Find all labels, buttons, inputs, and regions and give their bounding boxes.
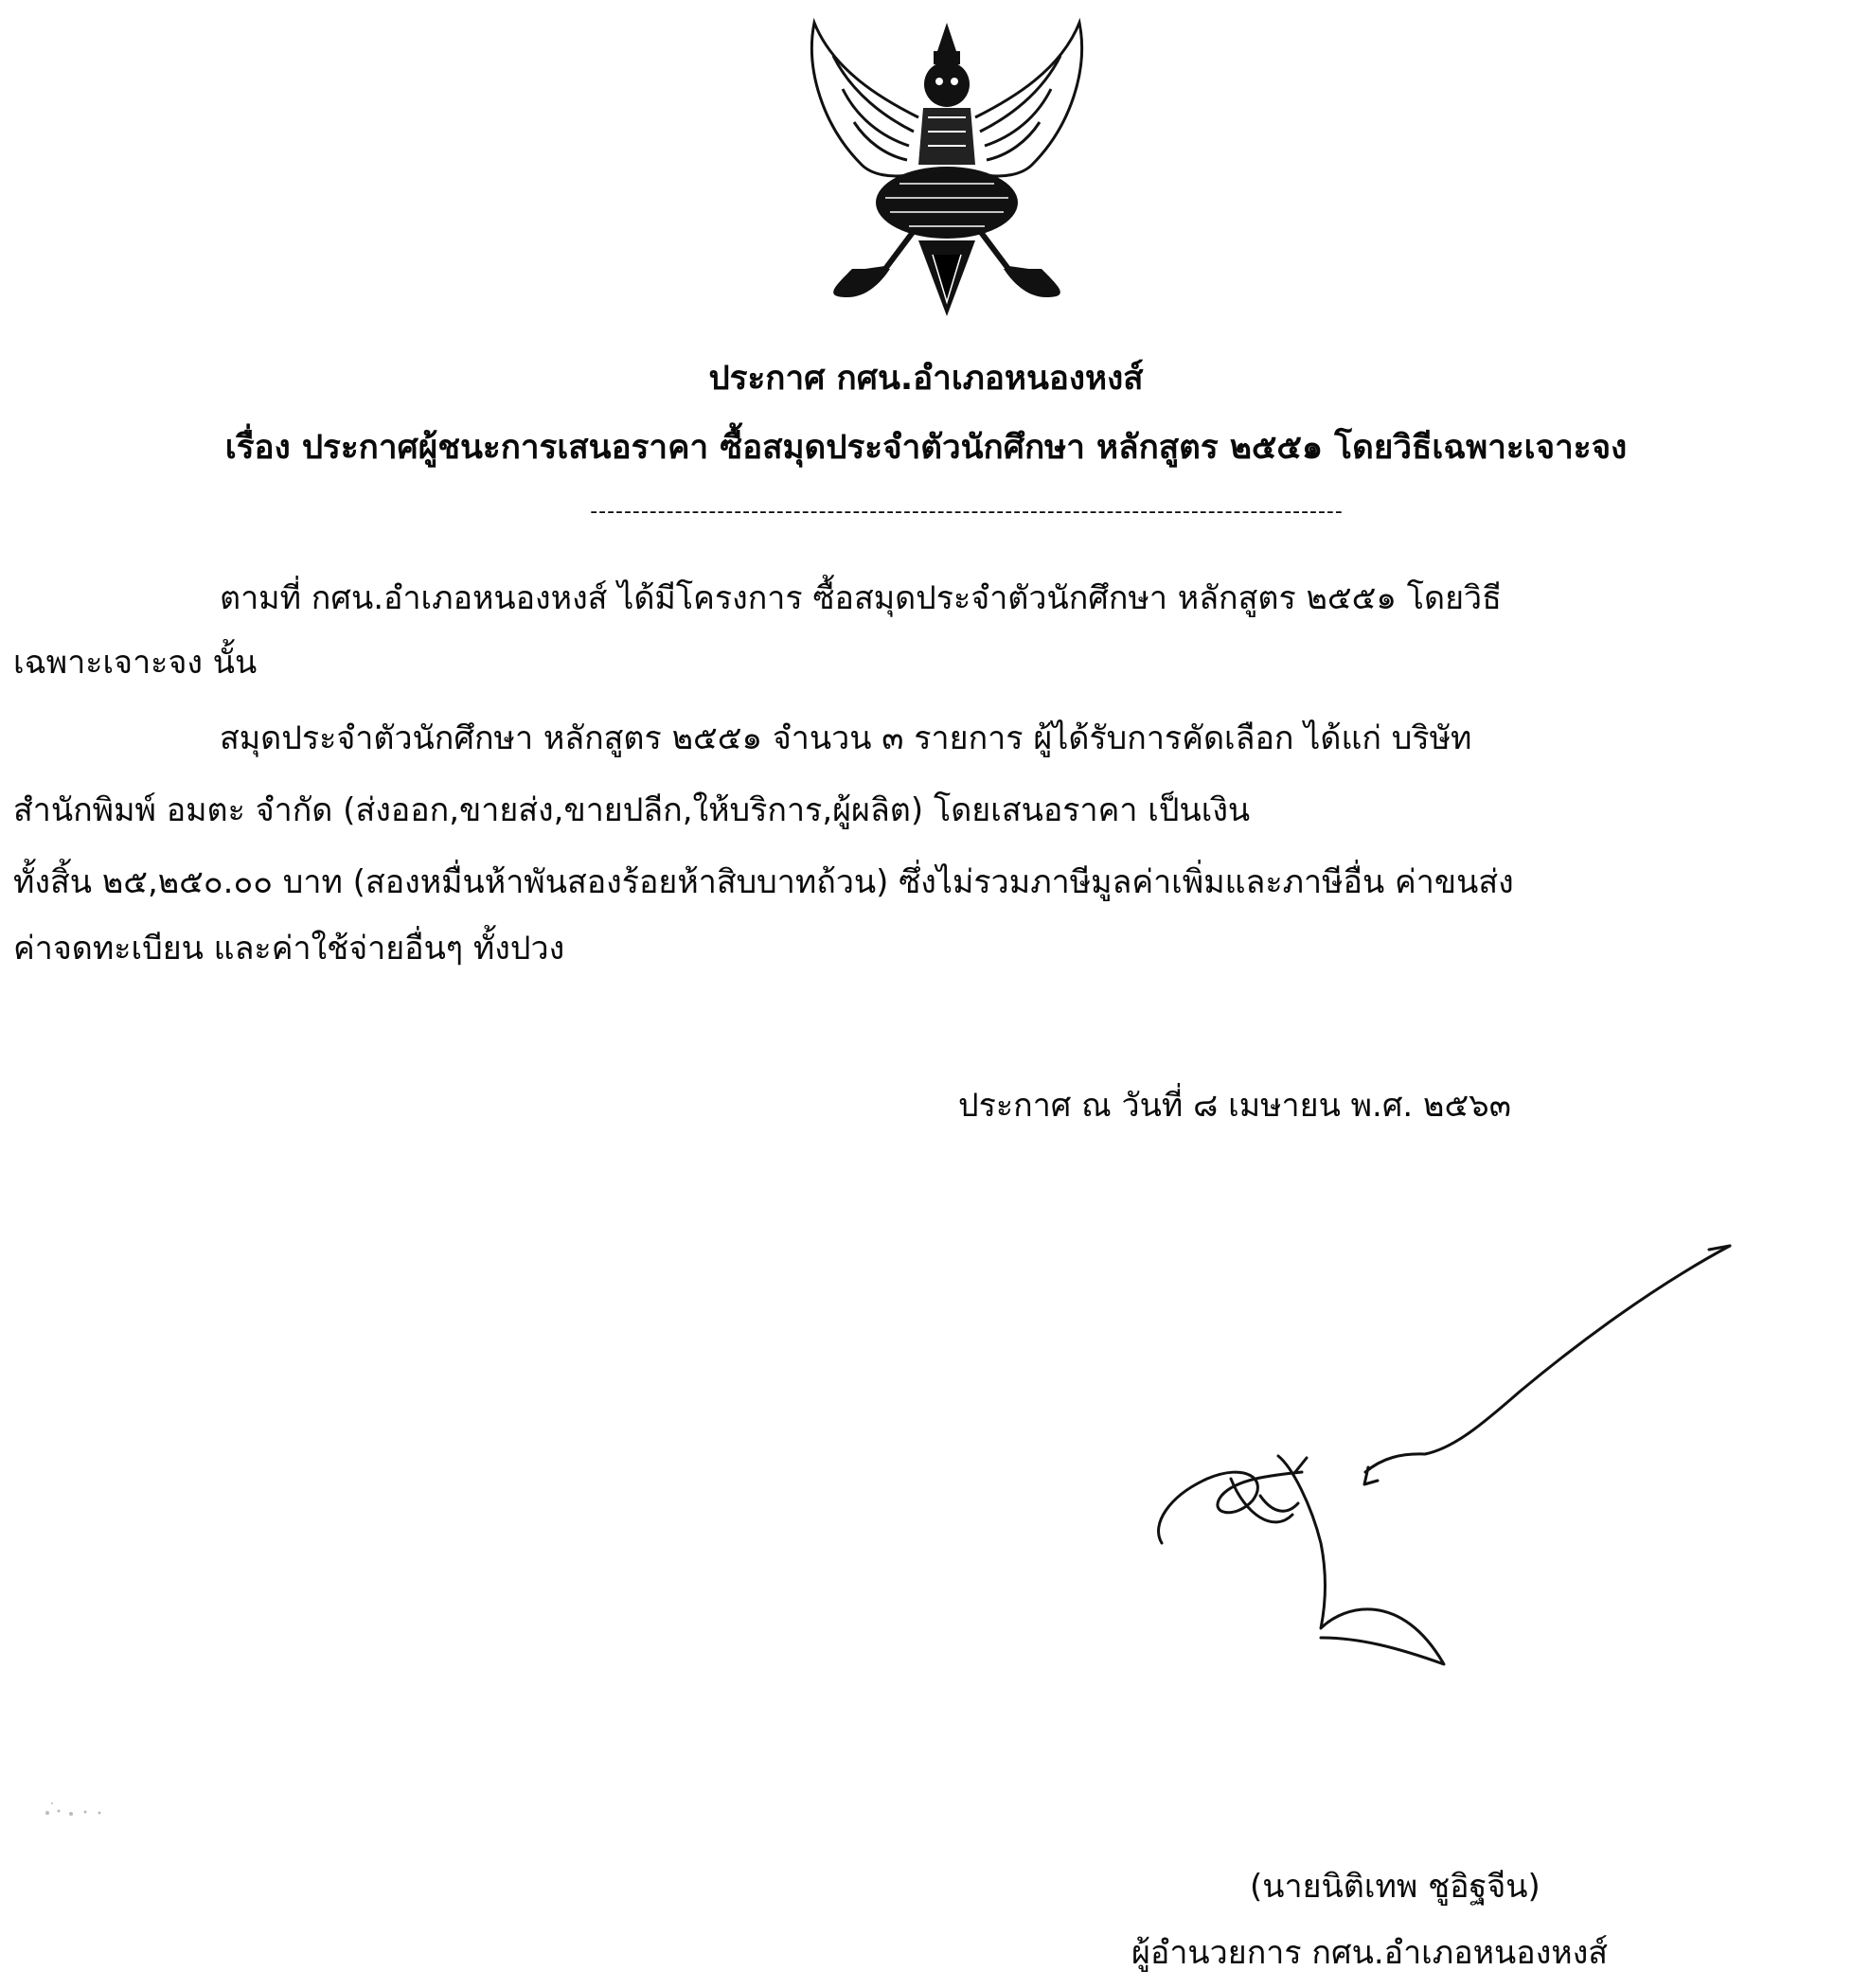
paragraph1-line2: เฉพาะเจาะจง นั้น	[13, 644, 258, 682]
announcement-date: ประกาศ ณ วันที่ ๘ เมษายน พ.ศ. ๒๕๖๓	[958, 1087, 1512, 1125]
scan-speck	[38, 1794, 123, 1822]
paragraph2-line1: สมุดประจำตัวนักศึกษา หลักสูตร ๒๕๕๑ จำนวน ๓ รายการ ผู้ได้รับการคัดเลือก ได้แก่ บริษัท	[220, 719, 1472, 757]
paragraph2-line4: ค่าจดทะเบียน และค่าใช้จ่ายอื่นๆ ทั้งปวง	[13, 930, 565, 967]
paragraph1-line1: ตามที่ กศน.อำเภอหนองหงส์ ได้มีโครงการ ซื้อสมุดประจำตัวนักศึกษา หลักสูตร ๒๕๕๑ โดยวิธี	[220, 579, 1502, 617]
garuda-emblem-icon	[795, 13, 1098, 326]
announcement-subject: เรื่อง ประกาศผู้ชนะการเสนอราคา ซื้อสมุดประจำตัวนักศึกษา หลักสูตร ๒๕๕๑ โดยวิธีเฉพาะเจาะจง	[224, 429, 1628, 467]
signer-position: ผู้อำนวยการ กศน.อำเภอหนองหงส์	[1131, 1934, 1609, 1972]
paragraph2-line3: ทั้งสิ้น ๒๕,๒๕๐.๐๐ บาท (สองหมื่นห้าพันสองร้อยห้าสิบบาทถ้วน) ซึ่งไม่รวมภาษีมูลค่าเพิ่มและภาษีอื่น ค่าขนส่ง	[13, 863, 1514, 901]
paragraph2-line2: สำนักพิมพ์ อมตะ จำกัด (ส่งออก,ขายส่ง,ขายปลีก,ให้บริการ,ผู้ผลิต) โดยเสนอราคา เป็นเงิน	[13, 791, 1251, 829]
handwritten-signature-icon	[1141, 1231, 1747, 1676]
announcement-title: ประกาศ กศน.อำเภอหนองหงส์	[708, 360, 1144, 398]
signer-name: (นายนิติเทพ ชูอิฐจีน)	[1250, 1868, 1540, 1906]
divider-line: -----------------------------------------------------------------------------------------	[590, 500, 1344, 524]
